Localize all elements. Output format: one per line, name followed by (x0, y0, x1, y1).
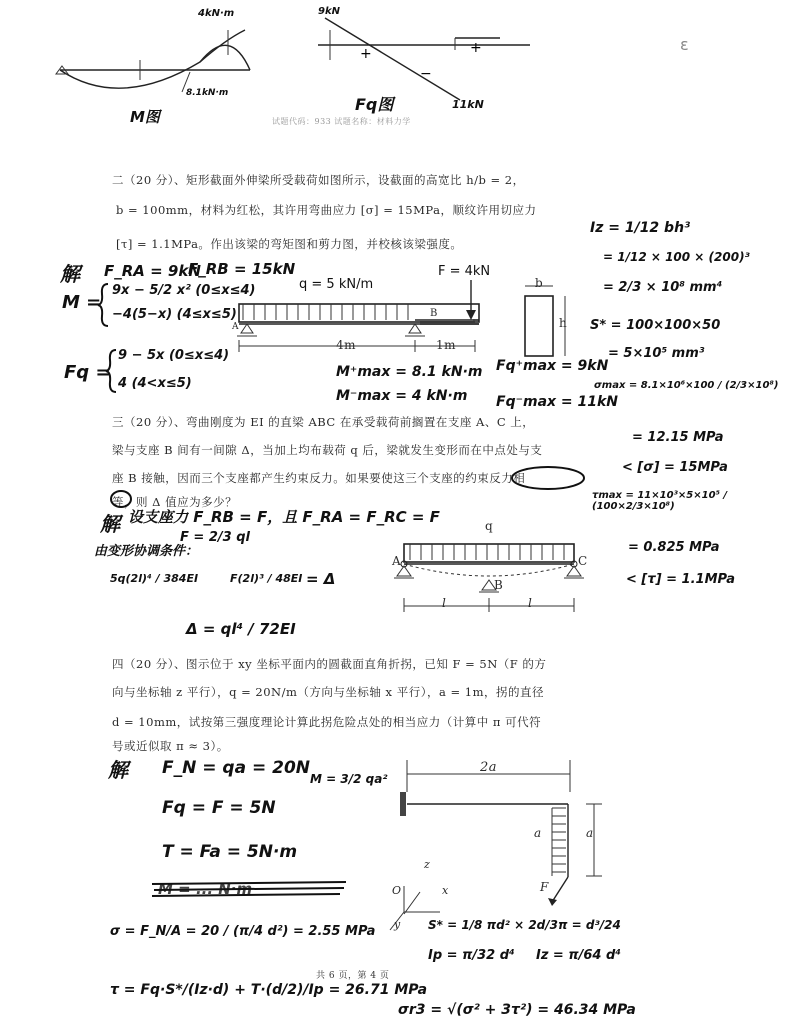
q4-line1: 四（20 分）、图示位于 xy 坐标平面内的圆截面直角折拐，已知 F = 5N（F 的方 (112, 657, 547, 671)
q3-line2: 梁与支座 B 间有一间隙 Δ，当加上均布载荷 q 后，梁就发生变形而在中点处与支 (112, 443, 543, 457)
q2-hw-m1: 9x − 5/2 x² (0≤x≤4) (112, 283, 256, 298)
q2-fig-len1: 4m (336, 338, 357, 352)
q4-line2: 向与坐标轴 z 平行），q = 20N/m（方向与坐标轴 x 平行），a = 1m，拐的直径 (112, 685, 544, 699)
q4-hw-iz: Iz = π/64 d⁴ (536, 948, 621, 963)
q3-fig-C: C (578, 554, 588, 568)
q4-hw-tau: τ = Fq·S*/(Iz·d) + T·(d/2)/Ip = 26.71 MPa (110, 982, 428, 998)
top-label-9kn: 9kN (318, 6, 340, 17)
q4-load-arrows (552, 808, 566, 876)
q2-hw-r10: = 0.825 MPa (628, 540, 720, 555)
q2-fig-F: F = 4kN (438, 264, 491, 279)
q4-line4: 号或近似取 π ≈ 3）。 (112, 739, 229, 753)
q2-hw-r4: S* = 100×100×50 (590, 318, 721, 333)
q2-hw-r5: = 5×10⁵ mm³ (608, 346, 705, 361)
q4-fig-2a: 2a (480, 760, 498, 775)
q2-hw-r1: Iz = 1/12 bh³ (590, 220, 691, 236)
q4-hw-crossed: M = ... N·m (158, 880, 253, 898)
top-label-4knm: 4kN·m (198, 8, 235, 19)
q4-hw-ip: Ip = π/32 d⁴ (428, 948, 515, 963)
q3-hw-l3: F = 2/3 ql (180, 530, 250, 545)
q4-hw-sstar: S* = 1/8 πd² × 2d/3π = d³/24 (428, 918, 621, 932)
q3-beam-figure (390, 518, 600, 626)
q2-fig-q: q = 5 kN/m (299, 277, 374, 292)
q3-fig-l2: l (528, 596, 533, 610)
q2-hw-m2: −4(5−x) (4≤x≤5) (112, 307, 237, 322)
q2-fig-B: B (430, 308, 438, 319)
q2-hw-r3: = 2/3 × 10⁸ mm⁴ (603, 280, 723, 295)
q4-fig-a1: a (534, 826, 542, 840)
q2-hw-jie: 解 (60, 262, 80, 286)
q4-fig-x: x (442, 884, 449, 897)
q4-hw-m-side: M = 3/2 qa² (310, 772, 388, 786)
q2-line1: 二（20 分）、矩形截面外伸梁所受载荷如图所示，设截面的高宽比 h/b = 2， (112, 173, 525, 187)
q2-hw-fq2: 4 (4<x≤5) (118, 376, 192, 391)
q3-hw-eq-a: 5q(2l)⁴ / 384EI (110, 572, 199, 585)
q4-fig-a2: a (586, 826, 594, 840)
q3-line1: 三（20 分）、弯曲刚度为 EI 的直梁 ABC 在承受载荷前搁置在支座 A、C 上， (112, 415, 535, 429)
moment-diagram-label: M图 (130, 108, 160, 126)
q4-hw-sr3: σr3 = √(σ² + 3τ²) = 46.34 MPa (398, 1002, 636, 1018)
q2-hw-fq1: 9 − 5x (0≤x≤4) (118, 348, 230, 363)
q3-hw-eq-b: F(2l)³ / 48EI (230, 572, 303, 585)
ghost-header: 试题代码：933 试题名称：材料力学 (272, 117, 411, 126)
q4-fig-O: O (392, 884, 402, 897)
q3-hw-l1: 设支座力 F_RB = F，且 F_RA = F_RC = F (128, 508, 440, 526)
q4-bracket-figure (380, 752, 610, 942)
q4-hw-sigma: σ = F_N/A = 20 / (π/4 d²) = 2.55 MPa (110, 924, 376, 939)
q2-hw-r9: τmax = 11×10³×5×10⁵ / (100×2/3×10⁸) (592, 490, 728, 512)
svg-text:−: − (420, 66, 432, 82)
q4-fig-F: F (540, 880, 549, 894)
q2-fig-A: A (232, 322, 239, 332)
q3-line4: 等，则 Δ 值应为多少？ (112, 495, 238, 509)
q3-hw-l2: 由变形协调条件： (94, 544, 199, 559)
q2-fig-b: b (535, 276, 544, 290)
top-label-11kn: 11kN (452, 98, 484, 111)
q3-hw-result: Δ = ql⁴ / 72EI (186, 620, 296, 638)
q2-fig-len2: 1m (436, 338, 457, 352)
q2-hw-fq-lhs: Fq = (64, 362, 111, 383)
svg-text:+: + (470, 40, 482, 56)
q4-fig-y: y (394, 918, 401, 931)
q2-hw-fqmax-pos: Fq⁺max = 9kN (496, 358, 609, 374)
q2-hw-frb: F_RB = 15kN (188, 260, 296, 278)
q3-hw-eq-c: = Δ (306, 570, 336, 588)
shear-diagram-label: Fq图 (355, 95, 394, 114)
q4-strikethrough (150, 876, 350, 900)
q3-fig-A: A (392, 554, 402, 568)
q2-hw-r8: < [σ] = 15MPa (622, 460, 728, 475)
q4-hw-fn: F_N = qa = 20N (162, 758, 311, 778)
q4-hw-fq: Fq = F = 5N (162, 798, 276, 818)
q2-hw-r7: = 12.15 MPa (632, 430, 724, 445)
svg-text:+: + (360, 46, 372, 62)
top-label-81knm: 8.1kN·m (186, 88, 229, 98)
page-footer: 共 6 页，第 4 页 (316, 971, 390, 981)
q3-load-arrows (410, 544, 564, 560)
q4-fig-z: z (424, 858, 431, 871)
q2-hw-r2: = 1/12 × 100 × (200)³ (603, 250, 750, 264)
q3-fig-B: B (494, 578, 504, 592)
q2-hw-mmax-pos: M⁺max = 8.1 kN·m (336, 364, 483, 380)
svg-text:ɛ: ɛ (680, 35, 689, 54)
q4-line3: d = 10mm，试按第三强度理论计算此拐危险点处的相当应力（计算中 π 可代符 (112, 715, 542, 729)
q3-fig-q: q (485, 519, 494, 533)
q3-fig-l1: l (442, 596, 447, 610)
q2-line2: b = 100mm，材料为红松，其许用弯曲应力 [σ] = 15MPa，顺纹许用切应力 (116, 203, 537, 217)
q2-hw-m-lhs: M = (62, 292, 102, 313)
q2-hw-r11: < [τ] = 1.1MPa (626, 572, 735, 587)
q2-hw-fra: F_RA = 9kN (104, 262, 201, 280)
q2-hw-fqmax-neg: Fq⁻max = 11kN (496, 394, 619, 410)
q2-hw-mmax-neg: M⁻max = 4 kN·m (336, 388, 468, 404)
q2-line3: [τ] = 1.1MPa。作出该梁的弯矩图和剪力图，并校核该梁强度。 (116, 237, 463, 251)
q4-hw-jie: 解 (108, 758, 128, 782)
q3-line3: 座 B 接触，因而三个支座都产生约束反力。如果要使这三个支座的约束反力相 (112, 471, 526, 485)
q4-hw-t: T = Fa = 5N·m (162, 842, 298, 862)
q3-hw-jie: 解 (100, 512, 120, 536)
q2-fig-h: h (559, 316, 568, 330)
q2-hw-r6: σmax = 8.1×10⁶×100 / (2/3×10⁸) (594, 380, 779, 391)
